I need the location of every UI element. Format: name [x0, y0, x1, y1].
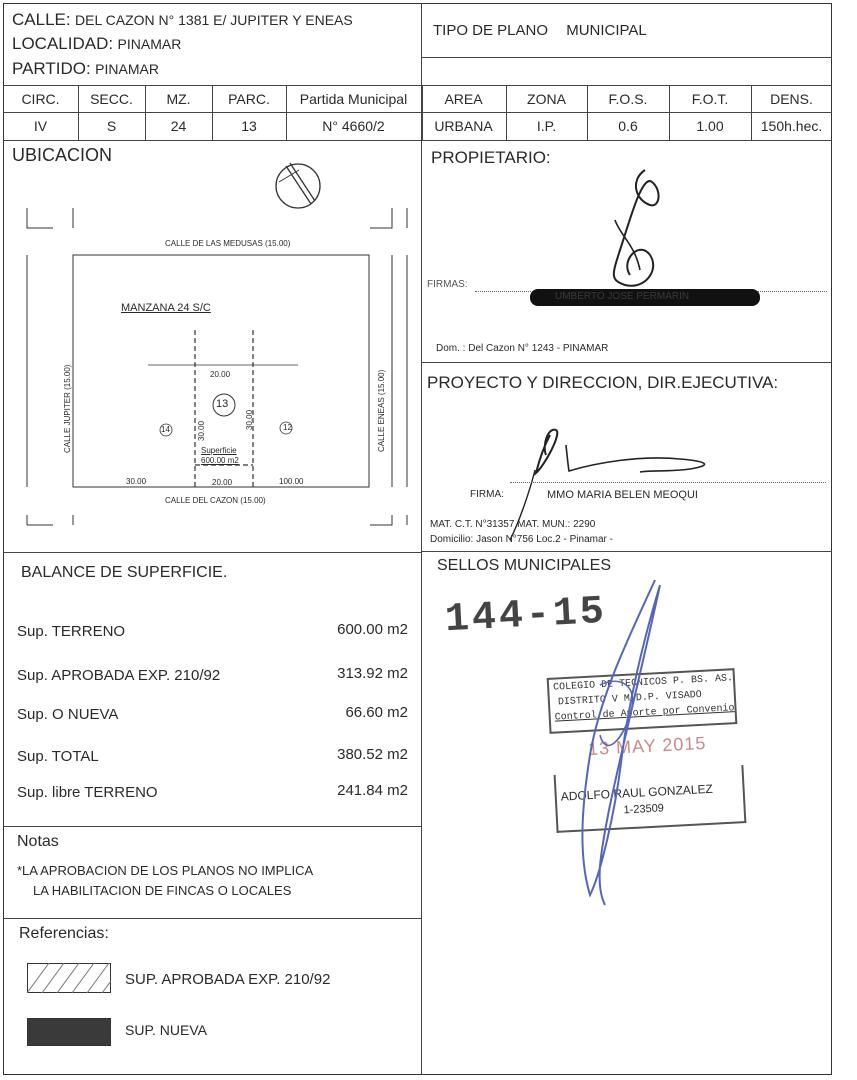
- balance-row-label: Sup. TOTAL: [17, 748, 99, 765]
- ref-item2: SUP. NUEVA: [125, 1022, 207, 1038]
- ref-item1: SUP. APROBADA EXP. 210/92: [125, 971, 331, 988]
- tipo-label: TIPO DE PLANO: [433, 22, 549, 39]
- location-map: [3, 140, 421, 552]
- calle-value: DEL CAZON N° 1381 E/ JUPITER Y ENEAS: [75, 12, 353, 28]
- partido-value: PINAMAR: [95, 61, 159, 77]
- surface-label: Superficie: [201, 446, 237, 455]
- stamp-line3: Control de Aporte por Convenio: [554, 703, 735, 724]
- catastro-value-cell: 13: [241, 118, 257, 134]
- solid-swatch-icon: [27, 1018, 111, 1046]
- lot-left: 14: [161, 425, 170, 434]
- balance-row-label: Sup. O NUEVA: [17, 706, 119, 723]
- catastro-value-cell: N° 4660/2: [322, 118, 385, 134]
- matriculas: MAT. C.T. N°31357 MAT. MUN.: 2290: [430, 519, 596, 530]
- catastro-header-cell: MZ.: [166, 91, 191, 107]
- professional-name: MMO MARIA BELEN MEOQUI: [547, 489, 698, 501]
- catastro-header-cell: DENS.: [770, 91, 813, 107]
- expediente-number: 144-15: [443, 589, 609, 644]
- stamp-num: 1-23509: [623, 802, 665, 817]
- redacted-bar: [530, 289, 760, 306]
- hatch-swatch-icon: [27, 963, 111, 993]
- catastro-value-cell: 24: [170, 118, 187, 134]
- stamp-date: 13 MAY 2015: [587, 732, 707, 760]
- catastro-header-cell: AREA: [444, 91, 483, 107]
- firmas-label: FIRMAS:: [427, 279, 468, 290]
- catastro-value-cell: 0.6: [618, 118, 638, 134]
- balance-row-value: 66.60 m2: [345, 704, 408, 721]
- catastro-value-cell: 150h.hec.: [760, 118, 823, 134]
- street-bottom: CALLE DEL CAZON (15.00): [165, 496, 266, 505]
- catastro-header-cell: PARC.: [228, 91, 270, 107]
- sellos-title: SELLOS MUNICIPALES: [437, 557, 611, 574]
- notas-line1: *LA APROBACION DE LOS PLANOS NO IMPLICA: [17, 863, 314, 878]
- balance-row-value: 313.92 m2: [337, 665, 408, 682]
- balance-row-value: 600.00 m2: [337, 621, 408, 638]
- ubicacion-title: UBICACION: [12, 145, 113, 165]
- owner-domicilio: Dom. : Del Cazon N° 1243 - PINAMAR: [436, 343, 609, 354]
- professional-domicilio: Domicilio: Jason N°756 Loc.2 - Pinamar -: [430, 534, 613, 545]
- proyecto-title: PROYECTO Y DIRECCION, DIR.EJECUTIVA:: [427, 373, 779, 392]
- catastro-value-cell: 1.00: [696, 118, 724, 134]
- firma-label: FIRMA:: [470, 489, 504, 500]
- lot-number: 13: [216, 398, 229, 410]
- catastro-header-cell: F.O.T.: [691, 91, 729, 107]
- tipo-underline: [421, 57, 832, 58]
- balance-row-label: Sup. APROBADA EXP. 210/92: [17, 667, 221, 684]
- propietario-bottom: [421, 362, 832, 363]
- localidad-label: LOCALIDAD:: [12, 34, 114, 53]
- catastro-header-cell: CIRC.: [21, 91, 60, 107]
- dim-top: 20.00: [210, 370, 231, 379]
- propietario-title: PROPIETARIO:: [431, 148, 551, 167]
- ubicacion-bottom: [3, 552, 421, 553]
- stamp-line1: COLEGIO DE TECNICOS P. BS. AS.: [552, 673, 734, 694]
- header-divider: [421, 3, 422, 85]
- table-mid: [3, 112, 832, 113]
- blue-signature-icon: [560, 575, 680, 915]
- lot-right: 12: [283, 423, 292, 432]
- localidad-line: [12, 35, 181, 53]
- balance-row-label: Sup. TERRENO: [17, 623, 126, 640]
- notas-title: Notas: [17, 833, 59, 850]
- balance-row-value: 241.84 m2: [337, 782, 408, 799]
- dim-left-side: 30.00: [197, 420, 206, 441]
- firmas-redacted: UMBERTO JOSE PERMARIN: [555, 291, 690, 302]
- partido-line: [12, 60, 159, 78]
- tipo-value: MUNICIPAL: [566, 22, 647, 39]
- street-left: CALLE JUPITER (15.00): [63, 364, 72, 453]
- referencias-title: Referencias:: [19, 925, 109, 942]
- balance-row-value: 380.52 m2: [337, 746, 408, 763]
- stamp-line2: DISTRITO V M.D.P. VISADO: [557, 689, 703, 709]
- dim-right-side: 30.00: [245, 409, 254, 430]
- firma-line: [510, 482, 826, 483]
- dim-bottom-left: 30.00: [126, 477, 147, 486]
- balance-row-label: Sup. libre TERRENO: [17, 784, 158, 801]
- catastro-header-cell: SECC.: [90, 91, 133, 107]
- calle-line: [12, 11, 353, 29]
- balance-title: BALANCE DE SUPERFICIE.: [21, 564, 228, 581]
- north-arrow-icon: [276, 163, 320, 208]
- catastro-value-cell: S: [106, 118, 117, 134]
- catastro-value-cell: I.P.: [536, 118, 557, 134]
- surface-value: 600.00 m2: [201, 456, 239, 465]
- notas-line2: LA HABILITACION DE FINCAS O LOCALES: [33, 883, 292, 898]
- owner-signature-icon: [590, 160, 680, 300]
- table-top: [3, 85, 832, 86]
- calle-label: CALLE:: [12, 10, 71, 29]
- catastro-header-cell: Partida Municipal: [299, 91, 408, 107]
- proyecto-bottom: [421, 551, 832, 552]
- body-divider: [421, 140, 422, 1075]
- street-top: CALLE DE LAS MEDUSAS (15.00): [165, 239, 291, 248]
- street-right: CALLE ENEAS (15.00): [377, 369, 386, 452]
- notas-bottom: [3, 918, 421, 919]
- tipo-plano: [433, 23, 647, 38]
- catastro-value-cell: URBANA: [434, 118, 493, 134]
- catastro-value-cell: IV: [33, 118, 48, 134]
- partido-label: PARTIDO:: [12, 59, 91, 78]
- dim-bottom: 20.00: [212, 478, 233, 487]
- dim-bottom-right: 100.00: [279, 477, 304, 486]
- catastro-header-cell: F.O.S.: [608, 91, 648, 107]
- catastro-header-cell: ZONA: [527, 91, 566, 107]
- localidad-value: PINAMAR: [117, 36, 182, 52]
- manzana-label: MANZANA 24 S/C: [121, 302, 211, 314]
- stamp-name: ADOLFO RAUL GONZALEZ: [560, 781, 714, 804]
- balance-bottom: [3, 826, 421, 827]
